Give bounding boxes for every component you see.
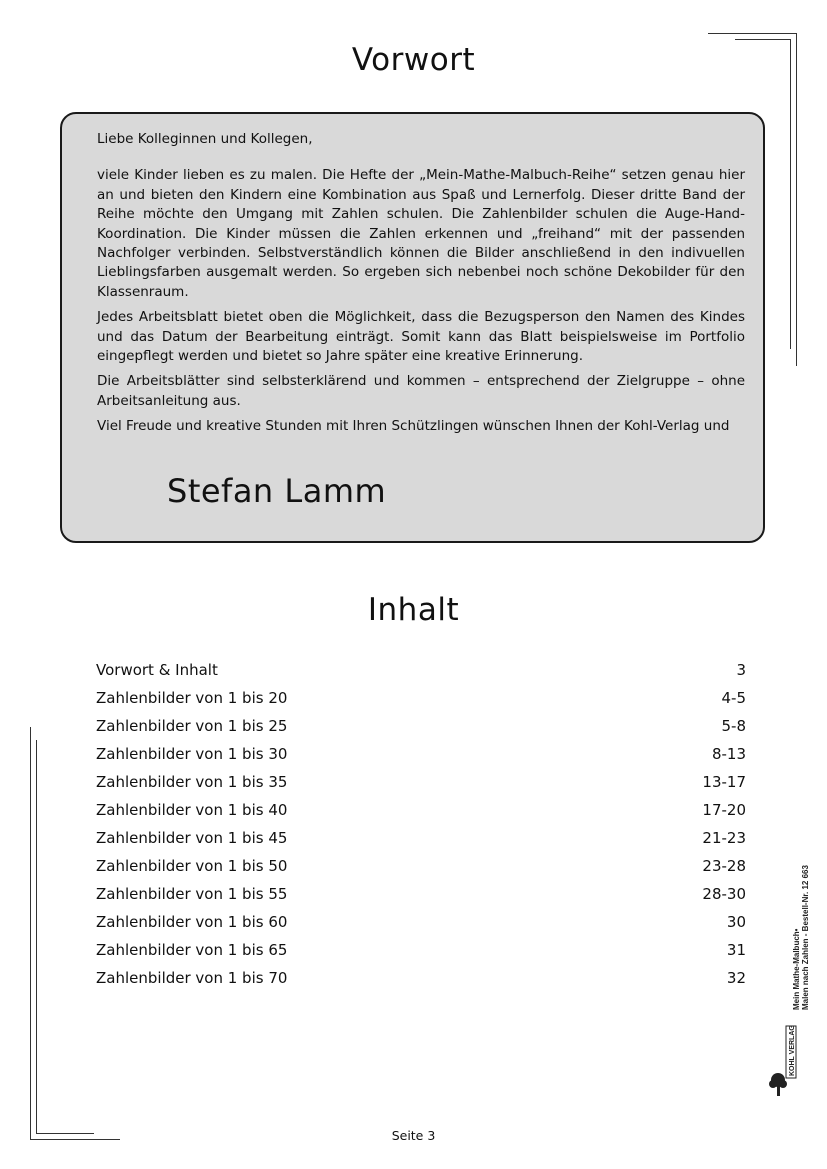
toc-entry-pages: 8-13 bbox=[711, 745, 746, 763]
inhalt-title: Inhalt bbox=[367, 592, 460, 628]
toc-entry-pages: 31 bbox=[726, 941, 746, 959]
frame-line-top-right-inner bbox=[735, 39, 790, 40]
table-of-contents bbox=[96, 656, 746, 992]
toc-entry-label: Zahlenbilder von 1 bis 50 bbox=[96, 857, 288, 875]
toc-entry-pages: 4-5 bbox=[721, 689, 746, 707]
toc-entry-pages: 23-28 bbox=[702, 857, 746, 875]
frame-line-left-inner bbox=[36, 740, 37, 1133]
vorwort-title: Vorwort bbox=[351, 42, 476, 78]
vorwort-paragraph: Die Arbeitsblätter sind selbsterklärend und kommen – entsprechend der Zielgruppe – ohne Arbeitsanleitung aus. bbox=[97, 373, 745, 409]
toc-entry-pages: 3 bbox=[736, 661, 746, 679]
toc-entry-label: Vorwort & Inhalt bbox=[96, 661, 218, 679]
toc-entry bbox=[96, 740, 746, 768]
publisher-info bbox=[792, 865, 810, 1010]
frame-line-left-outer bbox=[30, 727, 31, 1139]
vorwort-paragraph: viele Kinder lieben es zu malen. Die Hefte der „Mein-Mathe-Malbuch-Reihe“ setzen genau hier an und bieten den Kindern eine Kombination aus Spaß und Lernerfolg. Dieser dritte Band der Reihe möchte den Umgang mit Zahlen schulen. Die Zahlenbilder schulen die Auge-Hand-Koordination. Die Kinder müssen die Zahlen erkennen und „freihand“ mit der passenden Nachfolger verbinden. Selbstverständlich können die Bilder anschließend in den indivuellen Lieblingsfarben ausgemalt werden. So ergeben sich nebenbei noch schöne Dekobilder für den Klassenraum. bbox=[97, 167, 745, 300]
toc-entry-pages: 13-17 bbox=[702, 773, 746, 791]
frame-line-top-right bbox=[708, 33, 796, 34]
toc-entry bbox=[96, 824, 746, 852]
publisher-info-line1: Mein Mathe-Malbuch• bbox=[792, 928, 801, 1010]
toc-entry-label: Zahlenbilder von 1 bis 35 bbox=[96, 773, 288, 791]
kohl-verlag-logo bbox=[766, 1020, 800, 1098]
publisher-info-line2: Malen nach Zahlen - Bestell-Nr. 12 663 bbox=[801, 865, 810, 1010]
vorwort-greeting: Liebe Kolleginnen und Kollegen, bbox=[97, 131, 313, 147]
page-number: Seite 3 bbox=[391, 1128, 436, 1143]
toc-entry bbox=[96, 796, 746, 824]
toc-entry-pages: 21-23 bbox=[702, 829, 746, 847]
logo-text: KOHL VERLAG bbox=[789, 1025, 796, 1076]
signature: Stefan Lamm bbox=[167, 472, 387, 510]
toc-entry bbox=[96, 768, 746, 796]
toc-entry-pages: 17-20 bbox=[702, 801, 746, 819]
vorwort-box bbox=[60, 112, 765, 543]
toc-entry-pages: 5-8 bbox=[721, 717, 746, 735]
tree-icon bbox=[769, 1073, 787, 1096]
toc-entry-label: Zahlenbilder von 1 bis 45 bbox=[96, 829, 288, 847]
frame-line-right-inner bbox=[790, 39, 791, 349]
toc-entry bbox=[96, 908, 746, 936]
toc-entry bbox=[96, 656, 746, 684]
toc-entry-label: Zahlenbilder von 1 bis 60 bbox=[96, 913, 288, 931]
toc-entry-label: Zahlenbilder von 1 bis 55 bbox=[96, 885, 288, 903]
frame-line-right-outer bbox=[796, 33, 797, 366]
toc-entry bbox=[96, 684, 746, 712]
toc-entry-label: Zahlenbilder von 1 bis 65 bbox=[96, 941, 288, 959]
toc-entry-label: Zahlenbilder von 1 bis 20 bbox=[96, 689, 288, 707]
toc-entry-pages: 32 bbox=[726, 969, 746, 987]
toc-entry-label: Zahlenbilder von 1 bis 70 bbox=[96, 969, 288, 987]
toc-entry bbox=[96, 880, 746, 908]
toc-entry-label: Zahlenbilder von 1 bis 40 bbox=[96, 801, 288, 819]
toc-entry bbox=[96, 936, 746, 964]
toc-entry-label: Zahlenbilder von 1 bis 30 bbox=[96, 745, 288, 763]
toc-entry-label: Zahlenbilder von 1 bis 25 bbox=[96, 717, 288, 735]
toc-entry bbox=[96, 964, 746, 992]
toc-entry bbox=[96, 852, 746, 880]
toc-entry-pages: 30 bbox=[726, 913, 746, 931]
vorwort-paragraph: Viel Freude und kreative Stunden mit Ihren Schützlingen wünschen Ihnen der Kohl-Verlag und bbox=[97, 418, 730, 435]
toc-entry bbox=[96, 712, 746, 740]
toc-entry-pages: 28-30 bbox=[702, 885, 746, 903]
vorwort-paragraph: Jedes Arbeitsblatt bietet oben die Möglichkeit, dass die Bezugsperson den Namen des Kindes und das Datum der Bearbeitung einträgt. Somit kann das Blatt beispielsweise im Portfolio eingepflegt werden und bietet so Jahre später eine kreative Erinnerung. bbox=[97, 309, 745, 365]
